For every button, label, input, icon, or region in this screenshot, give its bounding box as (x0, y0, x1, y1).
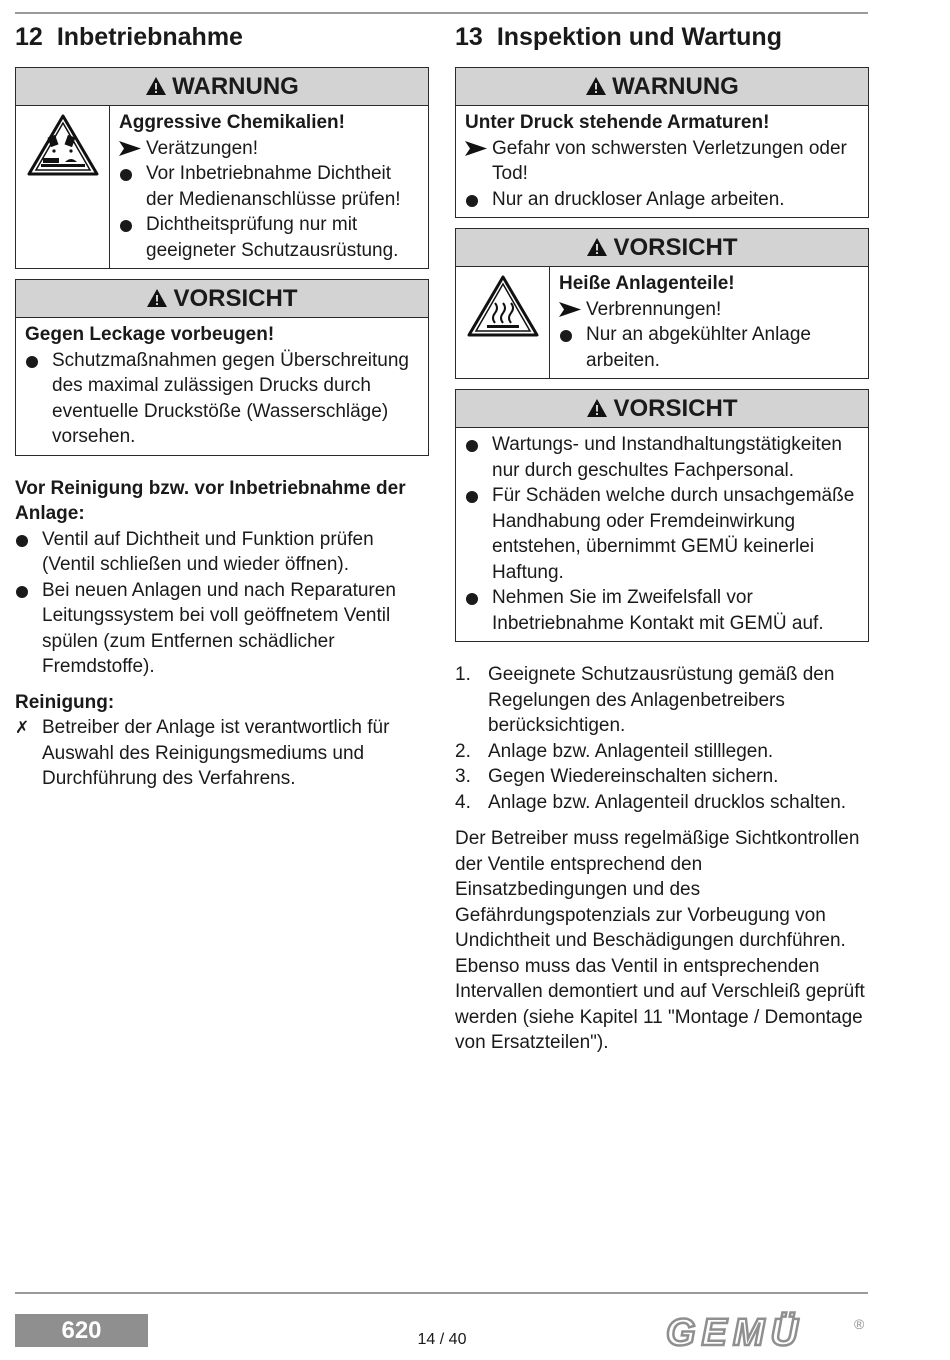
measure-item: Dichtheitsprüfung nur mit geeigneter Schutzausrüstung. (146, 214, 399, 261)
logo-text: GEMÜ (666, 1312, 804, 1353)
consequence-item: Gefahr von schwersten Verletzungen oder Tod! (465, 136, 860, 187)
cleaning-heading: Reinigung: (15, 691, 115, 713)
step-item: 2. Anlage bzw. Anlagenteil stilllegen. (455, 739, 869, 765)
consequence-arrow-icon (465, 141, 487, 156)
corrosive-pictogram (16, 106, 110, 268)
corrosive-hazard-icon (27, 114, 99, 176)
section-number: 13 (455, 23, 483, 51)
caution-box-text (550, 267, 868, 378)
measure-item: Nur an druckloser Anlage arbeiten. (492, 188, 785, 210)
cross-mark-icon: ✗ (15, 718, 30, 737)
warning-triangle-icon (146, 288, 168, 308)
warning-box-heading: WARNUNG (16, 68, 428, 106)
product-number-badge: 620 (15, 1314, 148, 1347)
section-12-heading (15, 20, 429, 54)
section-title: Inbetriebnahme (56, 23, 243, 51)
measure-item: Für Schäden welche durch unsachgemäße Handhabung oder Fremdeinwirkung entstehen, übernimmt GEMÜ keinerlei Haftung. (492, 485, 855, 583)
page-number: 14 / 40 (417, 1331, 467, 1348)
step-number: 4. (455, 791, 471, 813)
list-item: Ventil auf Dichtheit und Funktion prüfen (Ventil schließen und wieder öffnen). (42, 528, 374, 575)
measure-item: Nehmen Sie im Zweifelsfall vor Inbetriebnahme Kontakt mit GEMÜ auf. (492, 587, 824, 634)
hazard-title: Heiße Anlagenteile! (559, 273, 735, 294)
section-number: 12 (15, 23, 43, 51)
warning-box-text (456, 106, 868, 217)
step-number: 2. (455, 740, 471, 762)
warning-box-heading: WARNUNG (456, 68, 868, 106)
measure-item: Vor Inbetriebnahme Dichtheit der Medienanschlüsse prüfen! (146, 163, 401, 210)
list-item: ✗ Betreiber der Anlage ist verantwortlich für Auswahl des Reinigungsmediums und Durchführung des Verfahrens. (15, 717, 390, 789)
procedure-steps (455, 662, 869, 815)
section-13-heading (455, 20, 869, 54)
hazard-title: Unter Druck stehende Armaturen! (465, 112, 770, 133)
consequence-arrow-icon (119, 141, 141, 156)
caution-box-maintenance (455, 389, 869, 642)
hazard-title: Aggressive Chemikalien! (119, 112, 345, 133)
consequence-item: Verätzungen! (119, 136, 420, 162)
measure-item: Wartungs- und Instandhaltungstätigkeiten nur durch geschultes Fachpersonal. (492, 434, 842, 481)
warning-triangle-icon (586, 237, 608, 257)
left-column (15, 20, 429, 792)
caution-box-heading: VORSICHT (16, 280, 428, 318)
measure-item: Nur an abgekühlter Anlage arbeiten. (586, 324, 811, 371)
step-number: 1. (455, 664, 471, 685)
hazard-title: Gegen Leckage vorbeugen! (25, 324, 275, 345)
warning-box-pressure (455, 67, 869, 218)
caution-box-hot-parts (455, 228, 869, 379)
warning-triangle-icon (585, 76, 607, 96)
section-title: Inspektion und Wartung (496, 23, 782, 51)
measure-item: Schutzmaßnahmen gegen Überschreitung des maximal zulässigen Drucks durch eventuelle Druckstöße (Wasserschläge) vorsehen. (52, 349, 409, 447)
warning-triangle-icon (586, 398, 608, 418)
warning-box-text (110, 106, 428, 268)
warning-triangle-icon (145, 76, 167, 96)
top-rule (15, 12, 868, 14)
consequence-arrow-icon (559, 302, 581, 317)
gemu-logo (666, 1311, 871, 1353)
step-number: 3. (455, 766, 471, 787)
caution-box-heading: VORSICHT (456, 229, 868, 267)
registered-mark: ® (854, 1316, 865, 1332)
step-item: 4. Anlage bzw. Anlagenteil drucklos schalten. (455, 790, 869, 816)
before-cleaning-section (15, 476, 429, 792)
caution-box-heading: VORSICHT (456, 390, 868, 428)
inspection-paragraph: Der Betreiber muss regelmäßige Sichtkontrollen der Ventile entsprechend den Einsatzbedingungen und des Gefährdungspotenzials zur Vorbeugung von Undichtheit und Beschädigungen durchführen. Ebenso muss das Ventil in entsprechenden Intervallen demontiert und auf Verschleiß geprüft werden (siehe Kapitel 11 "Montage / Demontage von Ersatzteilen"). (455, 828, 865, 1053)
bottom-rule (15, 1292, 868, 1294)
caution-box-text (16, 318, 428, 455)
hot-surface-hazard-icon (467, 275, 539, 337)
hot-surface-pictogram (456, 267, 550, 378)
step-item: 1. Geeignete Schutzausrüstung gemäß den Regelungen des Anlagenbetreibers berücksichtigen. (455, 664, 835, 736)
caution-box-leakage (15, 279, 429, 456)
consequence-item: Verbrennungen! (559, 297, 860, 323)
warning-box-chemicals (15, 67, 429, 269)
caution-box-text (456, 428, 868, 641)
list-item: Bei neuen Anlagen und nach Reparaturen Leitungssystem bei voll geöffnetem Ventil spülen (zum Entfernen schädlicher Fremdstoffe). (42, 579, 396, 677)
right-column (455, 20, 869, 1056)
step-item: 3. Gegen Wiedereinschalten sichern. (455, 764, 869, 790)
before-cleaning-heading: Vor Reinigung bzw. vor Inbetriebnahme der Anlage: (15, 477, 406, 524)
